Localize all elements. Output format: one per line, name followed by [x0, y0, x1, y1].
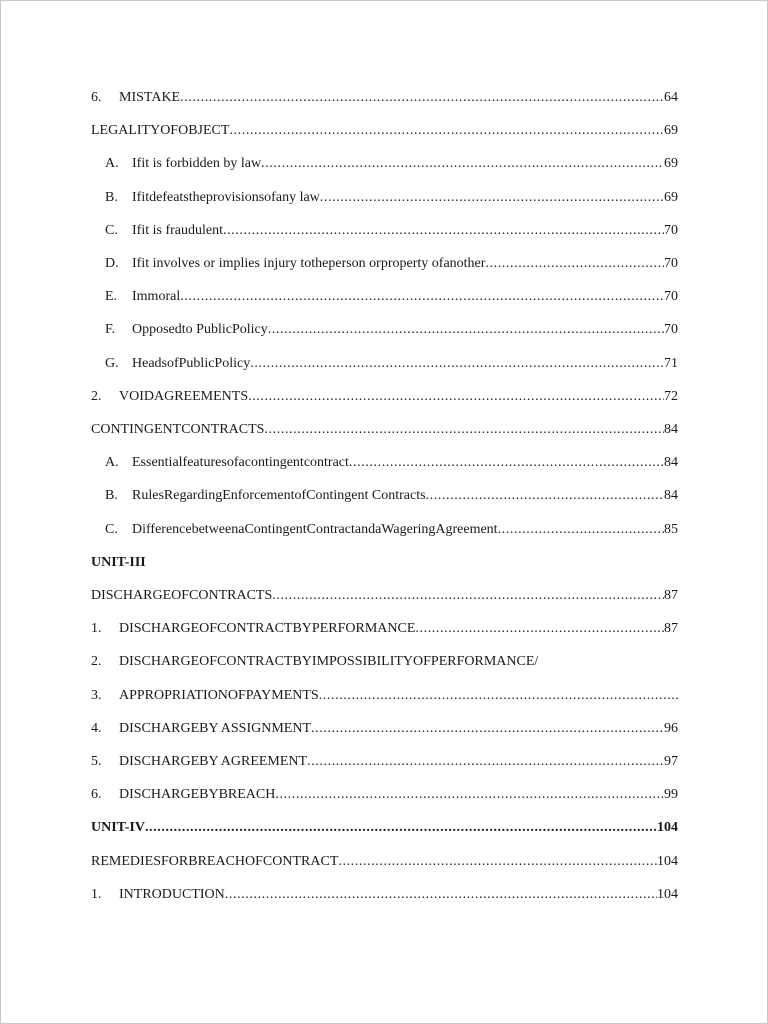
toc-entry-page-number: 70: [664, 223, 678, 238]
dot-leader: [248, 386, 664, 408]
dot-leader: [320, 187, 664, 209]
toc-entry[interactable]: [1, 485, 768, 507]
toc-entry-leader-line: [91, 585, 678, 607]
toc-entry-title: LEGALITYOFOBJECT: [91, 123, 230, 138]
toc-entry-number: C.: [105, 522, 118, 537]
toc-entry[interactable]: [1, 87, 768, 109]
toc-entry-page-number: 99: [664, 787, 678, 802]
toc-entry-leader-line: [91, 419, 678, 441]
dot-leader: [338, 851, 657, 873]
toc-entry-title: DifferencebetweenaContingentContractandaWageringAgreement: [132, 522, 498, 537]
toc-entry-leader-line: [132, 220, 678, 242]
toc-entry-title: RulesRegardingEnforcementofContingent Contracts: [132, 488, 426, 503]
toc-entry-page-number: 87: [664, 588, 678, 603]
toc-entry[interactable]: [1, 452, 768, 474]
toc-entry-number: B.: [105, 488, 118, 503]
toc-entry-number: 3.: [91, 688, 102, 703]
toc-entry-page-number: 72: [664, 389, 678, 404]
toc-entry-leader-line: [119, 718, 678, 740]
toc-entry[interactable]: [1, 187, 768, 209]
toc-entry-title: DISCHARGEOFCONTRACTBYIMPOSSIBILITYOFPERFORMANCE/: [119, 654, 539, 669]
toc-entry-title: Ifit involves or implies injury totheperson orproperty ofanother: [132, 256, 486, 271]
toc-entry[interactable]: [1, 519, 768, 541]
toc-entry[interactable]: [1, 851, 768, 873]
toc-entry[interactable]: [1, 718, 768, 740]
toc-entry[interactable]: [1, 286, 768, 308]
dot-leader: [311, 718, 664, 740]
toc-entry-number: A.: [105, 156, 119, 171]
toc-entry-leader-line: [132, 353, 678, 375]
toc-entry-number: 6.: [91, 90, 102, 105]
toc-entry-page-number: 69: [664, 190, 678, 205]
toc-entry-page-number: 87: [664, 621, 678, 636]
toc-entry-number: 6.: [91, 787, 102, 802]
toc-entry-page-number: 64: [664, 90, 678, 105]
dot-leader: [319, 685, 678, 707]
toc-entry-number: 1.: [91, 887, 102, 902]
toc-entry-leader-line: [119, 751, 678, 773]
toc-entry-title: DISCHARGEOFCONTRACTBYPERFORMANCE: [119, 621, 416, 636]
toc-entry[interactable]: [1, 120, 768, 142]
dot-leader: [225, 884, 657, 906]
toc-entry-title: DISCHARGEBYBREACH: [119, 787, 276, 802]
toc-entry-title: INTRODUCTION: [119, 887, 225, 902]
toc-entry-number: F.: [105, 322, 116, 337]
toc-entry[interactable]: [1, 751, 768, 773]
toc-entry-page-number: 104: [657, 820, 678, 835]
dot-leader: [426, 485, 664, 507]
toc-entry-number: 5.: [91, 754, 102, 769]
dot-leader: [145, 817, 657, 839]
toc-entry-leader-line: [119, 784, 678, 806]
toc-entry-page-number: 70: [664, 322, 678, 337]
toc-entry-page-number: 70: [664, 256, 678, 271]
toc-entry-number: E.: [105, 289, 118, 304]
dot-leader: [272, 585, 664, 607]
toc-entry-page-number: 96: [664, 721, 678, 736]
toc-entry[interactable]: [1, 386, 768, 408]
toc-entry-leader-line: [119, 618, 678, 640]
toc-entry[interactable]: [1, 685, 768, 707]
toc-entry[interactable]: [1, 353, 768, 375]
toc-entry-leader-line: [91, 817, 678, 839]
toc-entry-title: DISCHARGEBY ASSIGNMENT: [119, 721, 312, 736]
dot-leader: [498, 519, 664, 541]
toc-entry[interactable]: [1, 618, 768, 640]
toc-entry-title: VOIDAGREEMENTS: [119, 389, 249, 404]
toc-entry-page-number: 85: [664, 522, 678, 537]
toc-entry-number: A.: [105, 455, 119, 470]
toc-entry-number: G.: [105, 356, 119, 371]
toc-entry-leader-line: [119, 87, 678, 109]
dot-leader: [415, 618, 664, 640]
toc-entry[interactable]: [1, 253, 768, 275]
dot-leader: [349, 452, 664, 474]
toc-entry-title: MISTAKE: [119, 90, 181, 105]
toc-entry-page-number: 84: [664, 455, 678, 470]
toc-entry-title: Ifitdefeatstheprovisionsofany law: [132, 190, 320, 205]
toc-entry-number: D.: [105, 256, 119, 271]
dot-leader: [275, 784, 664, 806]
toc-entry-leader-line: [132, 153, 678, 175]
toc-entry-leader-line: [119, 651, 678, 673]
toc-entry[interactable]: [1, 220, 768, 242]
toc-entry-number: C.: [105, 223, 118, 238]
dot-leader: [223, 220, 664, 242]
dot-leader: [250, 353, 664, 375]
toc-entry-title: Essentialfeaturesofacontingentcontract: [132, 455, 349, 470]
toc-entry-title: CONTINGENTCONTRACTS: [91, 422, 265, 437]
toc-entry-leader-line: [119, 685, 678, 707]
toc-entry[interactable]: [1, 153, 768, 175]
dot-leader: [485, 253, 664, 275]
toc-entry-page-number: 70: [664, 289, 678, 304]
toc-entry[interactable]: [1, 585, 768, 607]
toc-entry-title: HeadsofPublicPolicy: [132, 356, 251, 371]
toc-entry-leader-line: [132, 485, 678, 507]
toc-entry-leader-line: [132, 452, 678, 474]
toc-entry-title: Immoral: [132, 289, 181, 304]
dot-leader: [180, 286, 664, 308]
toc-entry-title: DISCHARGEOFCONTRACTS: [91, 588, 273, 603]
toc-entry-title: DISCHARGEBY AGREEMENT: [119, 754, 308, 769]
toc-entry-title: REMEDIESFORBREACHOFCONTRACT: [91, 854, 339, 869]
toc-entry-page-number: 69: [664, 123, 678, 138]
toc-entry-number: 1.: [91, 621, 102, 636]
toc-entry[interactable]: [1, 884, 768, 906]
toc-entry-leader-line: [132, 253, 678, 275]
toc-entry-leader-line: [132, 319, 678, 341]
toc-entry-page-number: 104: [657, 854, 678, 869]
toc-entry-leader-line: [132, 187, 678, 209]
toc-entry[interactable]: [1, 784, 768, 806]
dot-leader: [264, 419, 664, 441]
toc-entry-title: Ifit is fraudulent: [132, 223, 223, 238]
toc-entry-number: B.: [105, 190, 118, 205]
toc-entry-leader-line: [132, 286, 678, 308]
toc-entry[interactable]: [1, 552, 768, 574]
toc-entry[interactable]: [1, 319, 768, 341]
toc-entry-number: 4.: [91, 721, 102, 736]
toc-entry-number: 2.: [91, 654, 102, 669]
toc-entry-page-number: 97: [664, 754, 678, 769]
toc-entry-number: 2.: [91, 389, 102, 404]
toc-entry-page-number: 69: [664, 156, 678, 171]
toc-entry-page-number: 71: [664, 356, 678, 371]
toc-entry-leader-line: [91, 552, 678, 574]
dot-leader: [180, 87, 664, 109]
dot-leader: [261, 153, 664, 175]
toc-entry-leader-line: [91, 851, 678, 873]
toc-entry-title: APPROPRIATIONOFPAYMENTS: [119, 688, 319, 703]
toc-entry-leader-line: [119, 386, 678, 408]
toc-entry-leader-line: [132, 519, 678, 541]
dot-leader: [229, 120, 664, 142]
toc-entry-page-number: 104: [657, 887, 678, 902]
toc-entry-page-number: 84: [664, 488, 678, 503]
toc-entry[interactable]: [1, 651, 768, 673]
dot-leader: [268, 319, 664, 341]
toc-entry[interactable]: [1, 419, 768, 441]
toc-entry-title: Opposedto PublicPolicy: [132, 322, 268, 337]
toc-entry[interactable]: [1, 817, 768, 839]
toc-entry-title: UNIT-IV: [91, 820, 145, 835]
toc-entry-page-number: 84: [664, 422, 678, 437]
toc-entry-leader-line: [119, 884, 678, 906]
toc-entry-title: Ifit is forbidden by law: [132, 156, 262, 171]
toc-entry-title: UNIT-III: [91, 555, 146, 570]
dot-leader: [307, 751, 664, 773]
toc-entry-leader-line: [91, 120, 678, 142]
